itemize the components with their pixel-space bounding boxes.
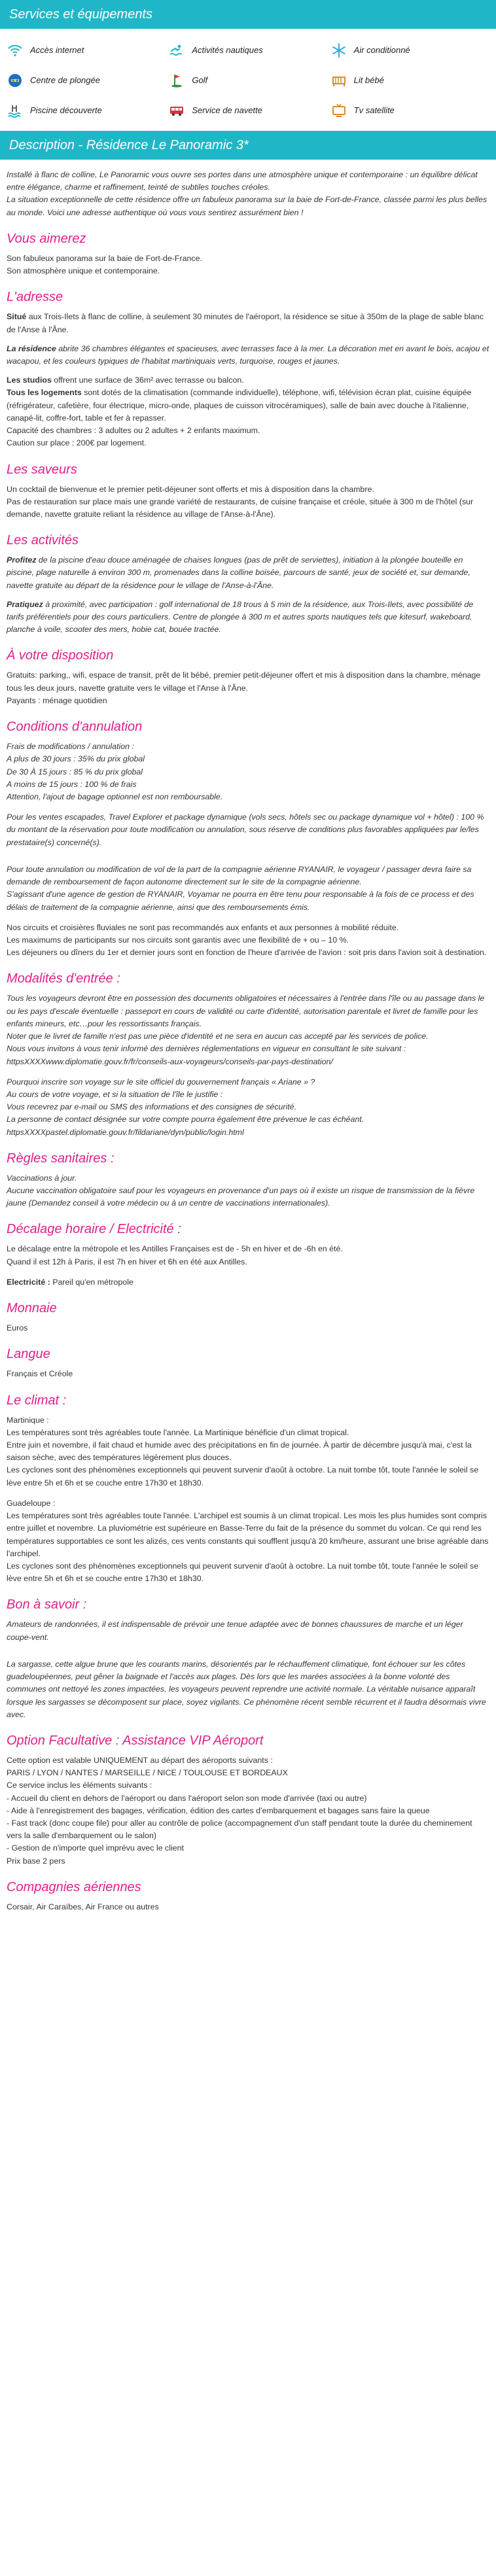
section-title-saveurs: Les saveurs [7, 462, 77, 477]
service-nautique [168, 42, 330, 59]
vip-text: Cette option est valable UNIQUEMENT au départ des aéroports suivants : PARIS / LYON / NANTES / MARSEILLE / NICE / TOULOUSE ET BORDEAUX Ce service inclus les éléments suivants : - Accueil du client en dehors de l'aéroport ou dans l'aéroport selon son mode d'arrivée (taxi ou autre) - Aide à l'enregistrement des bagages, vérification, édition des cartes d'embarquement et bagages sans faire la queue - Fast track (donc coupe file) pour aller au contrôle de police (accompagnement d'un staff pendant toute la durée du cheminement vers la salle d'embarquement ou le salon) - Gestion de n'importe quel imprévu avec le client Prix base 2 pers [7, 1755, 472, 1866]
service-label: Centre de plongée [30, 75, 100, 85]
saveurs-text: Un cocktail de bienvenue et le premier petit-déjeuner sont offerts et mis à disposition dans la chambre. Pas de restauration sur place mais une grande variété de restaurants, de cuisine française et créole, située à 300 m de l'hôtel (sur demande, navette gratuite reliant la résidence au village de l'Anse-à-l'Âne). [7, 484, 474, 519]
section-title-langue: Langue [7, 1347, 50, 1362]
activites-profitez: Profitez de la piscine d'eau douce aménagée de chaises longues (pas de prêt de serviettes), initiation à la plongée bouteille en piscine, plage naturelle à environ 300 m, promenades dans la colline boisée, parcours de santé, jeux de société et, sur demande, navette gratuite au départ de la résidence pour le village de l'Anse-à-l'Âne. [7, 555, 470, 590]
service-clim [330, 42, 492, 59]
annulation-ventes: Pour les ventes escapades, Travel Explorer et package dynamique (vols secs, hôtels sec ou package dynamique vol + hôtel) : 100 % du montant de la réservation pour toute modification ou annulation, sous réserve de conditions plus favorables appliquées par le/les prestataire(s) concerné(s). [7, 812, 484, 847]
entree-link-ariane: httpsXXXXpastel.diplomatie.gouv.fr/fildariane/dyn/public/login.html [7, 1127, 244, 1137]
decalage-text: Le décalage entre la métropole et les Antilles Françaises est de - 5h en hiver et de -6h en été. Quand il est 12h à Paris, il est 7h en hiver et 6h en été aux Antilles. [7, 1244, 343, 1266]
service-piscine [7, 102, 168, 119]
monnaie-text: Euros [7, 1323, 28, 1333]
bon-savoir-randonnees: Amateurs de randonnées, il est indispensable de prévoir une tenue adaptée avec de bonnes chaussures de marche et un léger coupe-vent. [7, 1620, 463, 1642]
entree-ariane: Pourquoi inscrire son voyage sur le site officiel du gouvernement français « Ariane » ? Au cours de votre voyage, et si la situation de l'île le justifie : Vous recevrez par e-mail ou SMS des informations et des consignes de sécurité. La personne de contact désignée sur votre compte pourra également être prévenue le cas échéant. httpsXXXXpastel.diplomatie.gouv.fr/fildariane/dyn/public/login.html [7, 1076, 489, 1139]
section-title-sanitaires: Règles sanitaires : [7, 1151, 115, 1166]
crib-icon [330, 72, 347, 89]
section-title-adresse: L'adresse [7, 290, 63, 305]
description-title: Description - Résidence Le Panoramic 3* [0, 131, 496, 160]
section-title-annulation: Conditions d'annulation [7, 720, 143, 735]
decalage-electricite: Electricité : Pareil qu'en métropole [7, 1277, 133, 1287]
section-title-disposition: À votre disposition [7, 648, 114, 663]
diving-icon [7, 72, 24, 89]
service-tv [330, 102, 492, 119]
service-label: Lit bébé [353, 75, 384, 85]
section-title-compagnies: Compagnies aériennes [7, 1879, 141, 1894]
service-label: Tv satellite [353, 105, 395, 115]
snowflake-icon [330, 42, 347, 59]
section-title-monnaie: Monnaie [7, 1301, 57, 1316]
adresse-situe: Situé aux Trois-Ilets à flanc de colline, à seulement 30 minutes de l'aéroport, la résidence se situe à 350m de la plage de sable blanc de l'Anse à l'Âne. [7, 312, 484, 334]
adresse-residence: La résidence abrite 36 chambres élégantes et spacieuses, avec terrasses face à la mer. La décoration met en avant le bois, acajou et wacapou, et les couleurs typiques de l'habitat martiniquais verts, turquoise, rouges et jaunes. [7, 343, 489, 366]
climat-martinique: Martinique : Les températures sont très agréables toute l'année. La Martinique bénéficie d'un climat tropical. Entre juin et novembre, il fait chaud et humide avec des précipitations en fin de journée. À partir de décembre jusqu'à mai, c'est la saison sèche, avec des températures légèrement plus douces. Les cyclones sont des phénomènes exceptionnels qui peuvent survenir d'août à octobre. La nuit tombe tôt, toute l'année le soleil se lève entre 5h et 6h et se couche entre 17h30 et 18h30. [7, 1415, 479, 1488]
section-title-vous-aimerez: Vous aimerez [7, 231, 86, 246]
services-title: Services et équipements [0, 0, 496, 29]
activites-proximite: Pratiquez à proximité, avec participation : golf international de 18 trous à 5 min de la résidence, aux Trois-Ilets, avec possibilité de tarifs préférentiels pour des cours particuliers. Centre de plongée à 300 m et autres sports nautiques tels que kitesurf, wakeboard, planche à voile, scooter des mers, hobie cat, bouée tractée. [7, 599, 474, 635]
service-navette [168, 102, 330, 119]
service-label: Golf [192, 75, 208, 85]
services-grid [0, 29, 496, 131]
service-golf [168, 72, 330, 89]
service-plongee [7, 72, 168, 89]
sanitaires-text: Vaccinations à jour. Aucune vaccination obligatoire sauf pour les voyageurs en provenance d'un pays où il existe un risque de transmission de la fièvre jaune (Demandez conseil à votre médecin ou à un centre de vaccinations internationales). [7, 1173, 475, 1208]
service-label: Piscine découverte [30, 105, 102, 115]
section-title-decalage: Décalage horaire / Electricité : [7, 1222, 181, 1237]
entree-documents: Tous les voyageurs devront être en possession des documents obligatoires et nécessaires à l'entrée dans l'île ou au passage dans le ou les pays d'escale éventuelle : passeport en cours de validité ou carte d'identité, autorisation parentale et livret de famille pour les enfants mineurs, etc…pour les ressortissants français. Noter que le livret de famille n'est pas une pièce d'identité et ne sera en aucun cas accepté par les services de police. Nous vous invitons à vous tenir informé des dernières réglementations en vigueur en consultant le site suivant : httpsXXXXwww.diplomatie.gouv.fr/fr/conseils-aux-voyageurs/conseils-par-pays-destination/ [7, 992, 489, 1068]
compagnies-text: Corsair, Air Caraïbes, Air France ou autres [7, 1902, 159, 1911]
service-label: Air conditionné [353, 44, 410, 55]
langue-text: Français et Créole [7, 1369, 73, 1379]
golf-icon [168, 72, 185, 89]
section-title-climat: Le climat : [7, 1393, 67, 1408]
vous-aimerez-text: Son fabuleux panorama sur la baie de Fort-de-France. Son atmosphère unique et contemporaine. [7, 253, 202, 276]
bon-savoir-sargasse: La sargasse, cette algue brune que les courants marins, désorientés par le réchauffement climatique, font échouer sur les côtes guadeloupéennes, peut gêner la baignade et l'accès aux plages. Dès lors que les marées associées à la bonne volonté des communes ont nettoyé les zones impactées, les voyageurs peuvent reprendre une activité normale. La véritable nuisance apparaît lorsque les sargasses se décomposent sur place, soyez vigilants. Ce phénomène récent semble récurrent et il faudra désormais vivre avec. [7, 1659, 486, 1719]
service-label: Service de navette [192, 105, 263, 115]
disposition-text: Gratuits: parking,, wifi, espace de transit, prêt de lit bébé, premier petit-déjeuner offert et mis à disposition dans la chambre, ménage tous les deux jours, navette gratuite vers le village et l'Anse à l'Âne. Payants : ménage quotidien [7, 670, 481, 705]
service-wifi [7, 42, 168, 59]
description-content [0, 160, 496, 1926]
wifi-icon [7, 42, 24, 59]
annulation-ryanair: Pour toute annulation ou modification de vol de la part de la compagnie aérienne RYANAIR, le voyageur / passager devra faire sa demande de remboursement de façon autonome directement sur le site de la compagnie aérienne. S'agissant d'une agence de gestion de RYANAIR, Voyamar ne pourra en être tenu pour responsable à la fois de ce process et des délais de traitement de la compagnie aérienne, ainsi que des remboursements émis. [7, 864, 474, 912]
annulation-circuits: Nos circuits et croisières fluviales ne sont pas recommandés aux enfants et aux personnes à mobilité réduite. Les maximums de participants sur nos circuits sont garantis avec une flexibilité de + ou – 10 %. Les déjeuners ou dîners du 1er et dernier jours sont en fonction de l'heure d'arrivée de l'avion : soit pris dans l'avion soit à destination. [7, 922, 487, 958]
climat-guadeloupe: Guadeloupe : Les températures sont très agréables toute l'année. L'archipel est soumis à un climat tropical. Les mois les plus humides sont compris entre juillet et novembre. La pluviométrie est supérieure en Basse-Terre du fait de la présence du sommet du volcan. Ce qui rend les températures supportables ce sont les alizés, ces vents constants qui soufflent jusqu'à 20 km/heure, assurant une brise agréable dans l'archipel. Les cyclones sont des phénomènes exceptionnels qui peuvent survenir d'août à octobre. La nuit tombe tôt, toute l'année le soleil se lève entre 5h et 6h et se couche entre 17h30 et 18h30. [7, 1498, 489, 1584]
service-label: Accès internet [30, 44, 84, 55]
section-title-activites: Les activités [7, 533, 79, 548]
tv-icon [330, 102, 347, 119]
pool-icon [7, 102, 24, 119]
entree-link-diplomatie: Nous vous invitons à vous tenir informé des dernières réglementations en vigueur en consultant le site suivant : httpsXXXXwww.diplomatie.gouv.fr/fr/conseils-aux-voyageurs/conseils-par-pays-destination/ [7, 1044, 406, 1066]
description-intro: Installé à flanc de colline, Le Panoramic vous ouvre ses portes dans une atmosphère unique et contemporaine : un équilibre délicat entre élégance, charme et raffinement, teinté de subtiles touches créoles. La situation exceptionnelle de cette résidence offre un fabuleux panorama sur la baie de Fort-de-France, classée parmi les plus belles au monde. Voici une adresse authentique où vous vous sentirez assurément bien ! [7, 170, 487, 217]
service-label: Activités nautiques [192, 44, 263, 55]
section-title-bon-savoir: Bon à savoir : [7, 1597, 87, 1612]
shuttle-icon [168, 102, 185, 119]
section-title-vip: Option Facultative : Assistance VIP Aéroport [7, 1733, 264, 1748]
service-lit-bebe [330, 72, 492, 89]
adresse-details: Les studios offrent une surface de 36m² avec terrasse ou balcon. Tous les logements sont dotés de la climatisation (commande individuelle), téléphone, wifi, télévision écran plat, cuisine équipée (réfrigérateur, cafetière, four électrique, micro-onde, plaques de cuisson vitrocéramiques), salle de bain avec douche à l'italienne, canapé-lit, coffre-fort, table et fer à repasser. Capacité des chambres : 3 adultes ou 2 adultes + 2 enfants maximum. Caution sur place : 200€ par logement. [7, 375, 472, 448]
swimmer-icon [168, 42, 185, 59]
annulation-frais: Frais de modifications / annulation : A plus de 30 jours : 35% du prix global De 30 À 15 jours : 85 % du prix global A moins de 15 jours : 100 % de frais Attention, l'ajout de bagage optionnel est non remboursable. [7, 742, 223, 801]
section-title-entree: Modalités d'entrée : [7, 971, 120, 986]
